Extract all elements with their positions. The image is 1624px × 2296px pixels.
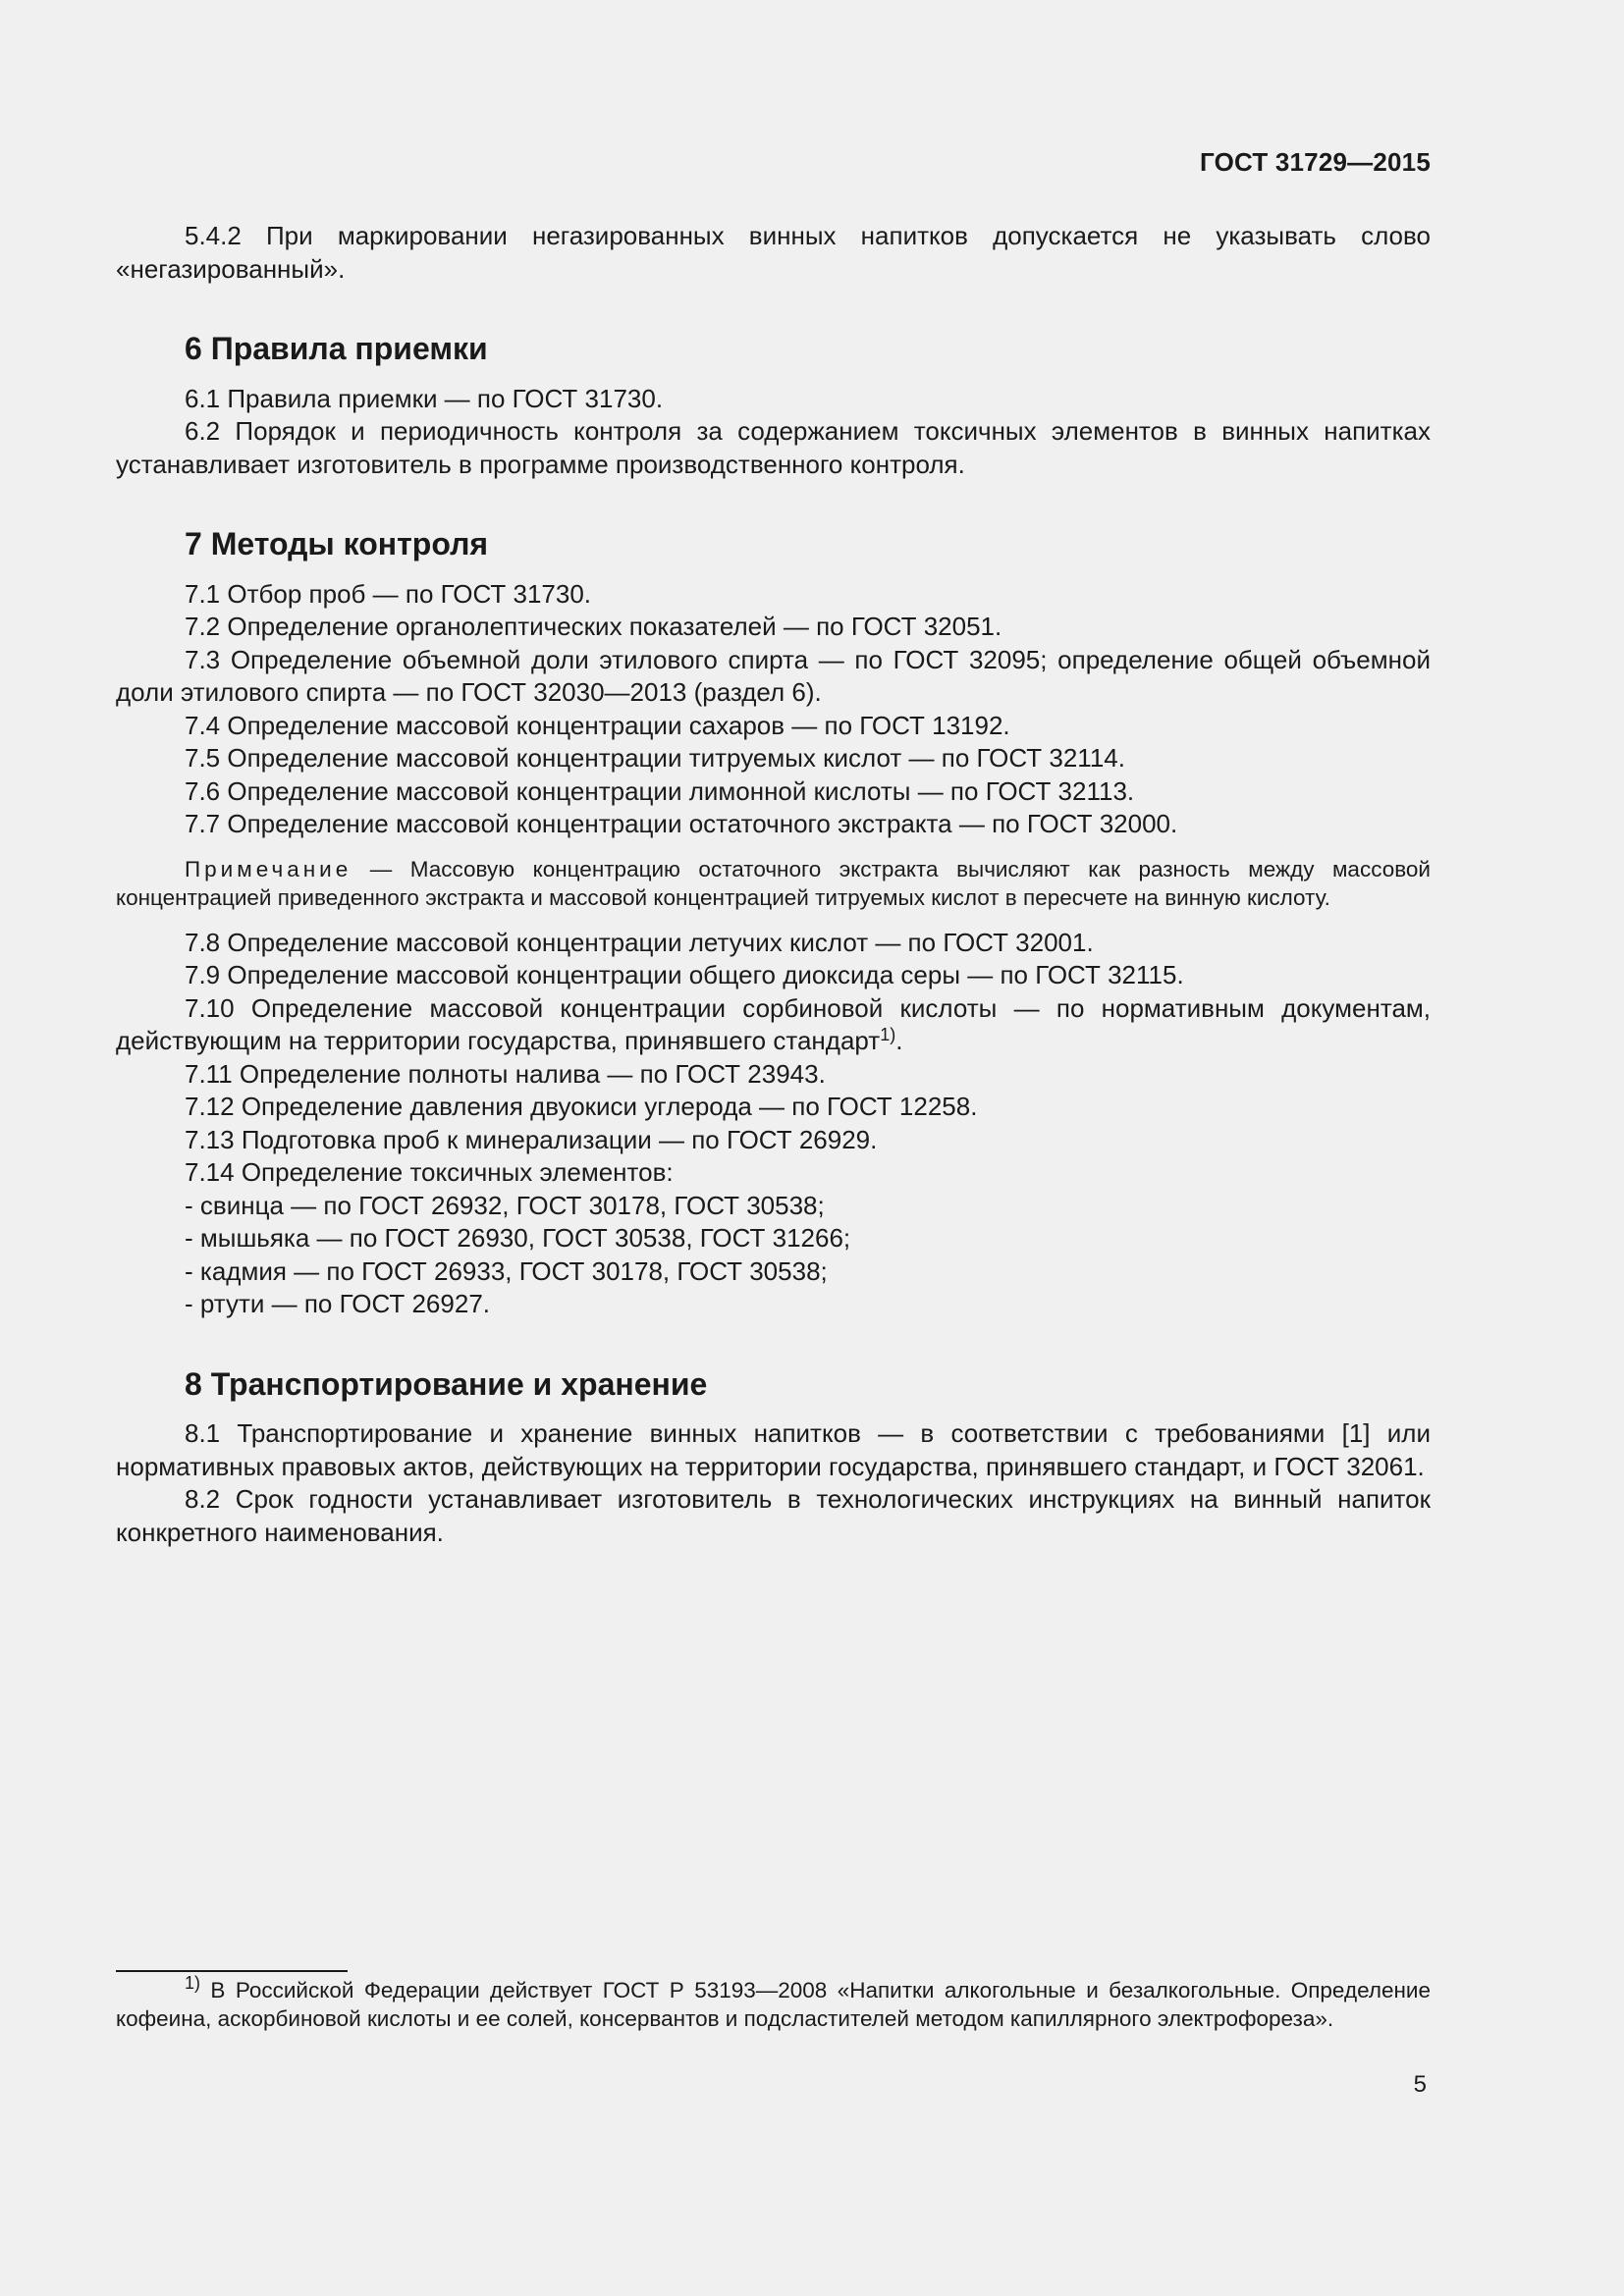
clause-7-8: 7.8 Определение массовой концентрации летучих кислот — по ГОСТ 32001. <box>185 927 1094 957</box>
note-text: — Массовую концентрацию остаточного экстракта вычисляют как разность между массовой концентрацией приведенного экстракта и массовой концентрацией титруемых кислот в пересчете на винную кислоту. <box>116 856 1431 910</box>
section-7-title: 7 Методы контроля <box>185 526 489 561</box>
clause-7-9: 7.9 Определение массовой концентрации общего диоксида серы — по ГОСТ 32115. <box>185 960 1184 989</box>
list-item-mercury: - ртути — по ГОСТ 26927. <box>185 1289 490 1318</box>
list-item-lead: - свинца — по ГОСТ 26932, ГОСТ 30178, ГОСТ 30538; <box>185 1190 825 1220</box>
clause-7-11: 7.11 Определение полноты налива — по ГОСТ 23943. <box>185 1058 826 1089</box>
clause-7-5: 7.5 Определение массовой концентрации титруемых кислот — по ГОСТ 32114. <box>185 743 1125 773</box>
clause-8-2: 8.2 Срок годности устанавливает изготовитель в технологических инструкциях на винный напиток конкретного наименования. <box>116 1484 1431 1547</box>
clause-7-3: 7.3 Определение объемной доли этилового спирта — по ГОСТ 32095; определение общей объемной доли этилового спирта — по ГОСТ 32030—2013 (раздел 6). <box>116 644 1431 707</box>
note <box>116 855 1431 913</box>
clause-7-7: 7.7 Определение массовой концентрации остаточного экстракта — по ГОСТ 32000. <box>185 809 1178 838</box>
footnote-divider <box>116 1970 348 1972</box>
clause-7-10 <box>116 992 1431 1058</box>
clause-7-12: 7.12 Определение давления двуокиси углерода — по ГОСТ 12258. <box>185 1092 978 1121</box>
clause-7-1: 7.1 Отбор проб — по ГОСТ 31730. <box>185 578 592 609</box>
clause-7-14: 7.14 Определение токсичных элементов: <box>185 1157 674 1187</box>
list-item-arsenic: - мышьяка — по ГОСТ 26930, ГОСТ 30538, ГОСТ 31266; <box>185 1223 851 1253</box>
clause-6-1: 6.1 Правила приемки — по ГОСТ 31730. <box>185 383 664 413</box>
footnote-ref[interactable]: 1) <box>880 1025 896 1044</box>
footnote <box>116 1973 1431 2033</box>
clause-5-4-2: 5.4.2 При маркировании негазированных винных напитков допускается не указывать слово «негазированный». <box>116 221 1431 284</box>
footnote-text: В Российской Федерации действует ГОСТ Р 53193—2008 «Напитки алкогольные и безалкогольные. Определение кофеина, аскорбиновой кислоты и ее солей, консервантов и подсластителей методом капиллярного электрофореза». <box>116 1978 1431 2031</box>
clause-7-10-end: . <box>895 1026 903 1055</box>
section-8-title: 8 Транспортирование и хранение <box>185 1365 708 1402</box>
clause-7-13: 7.13 Подготовка проб к минерализации — по ГОСТ 26929. <box>185 1124 878 1154</box>
clause-7-2: 7.2 Определение органолептических показателей — по ГОСТ 32051. <box>185 612 1002 641</box>
clause-8-1: 8.1 Транспортирование и хранение винных напитков — в соответствии с требованиями [1] или нормативных правовых актов, действующих на территории государства, принявшего стандарт, и ГОСТ 32061. <box>116 1418 1431 1481</box>
note-label: Примечание <box>185 856 352 881</box>
list-item-cadmium: - кадмия — по ГОСТ 26933, ГОСТ 30178, ГОСТ 30538; <box>185 1255 828 1286</box>
clause-7-6: 7.6 Определение массовой концентрации лимонной кислоты — по ГОСТ 32113. <box>185 775 1135 806</box>
page-body <box>116 220 1431 1549</box>
footnote-marker: 1) <box>185 1973 201 1993</box>
document-id: ГОСТ 31729—2015 <box>1200 147 1431 177</box>
clause-6-2: 6.2 Порядок и периодичность контроля за содержанием токсичных элементов в винных напитках устанавливает изготовитель в программе производственного контроля. <box>116 416 1431 479</box>
clause-7-4: 7.4 Определение массовой концентрации сахаров — по ГОСТ 13192. <box>185 710 1010 740</box>
page-number: 5 <box>1413 2071 1427 2098</box>
section-6-title: 6 Правила приемки <box>185 331 488 366</box>
clause-7-10-text: 7.10 Определение массовой концентрации сорбиновой кислоты — по нормативным документам, действующим на территории государства, принявшего стандарт <box>116 992 1431 1055</box>
